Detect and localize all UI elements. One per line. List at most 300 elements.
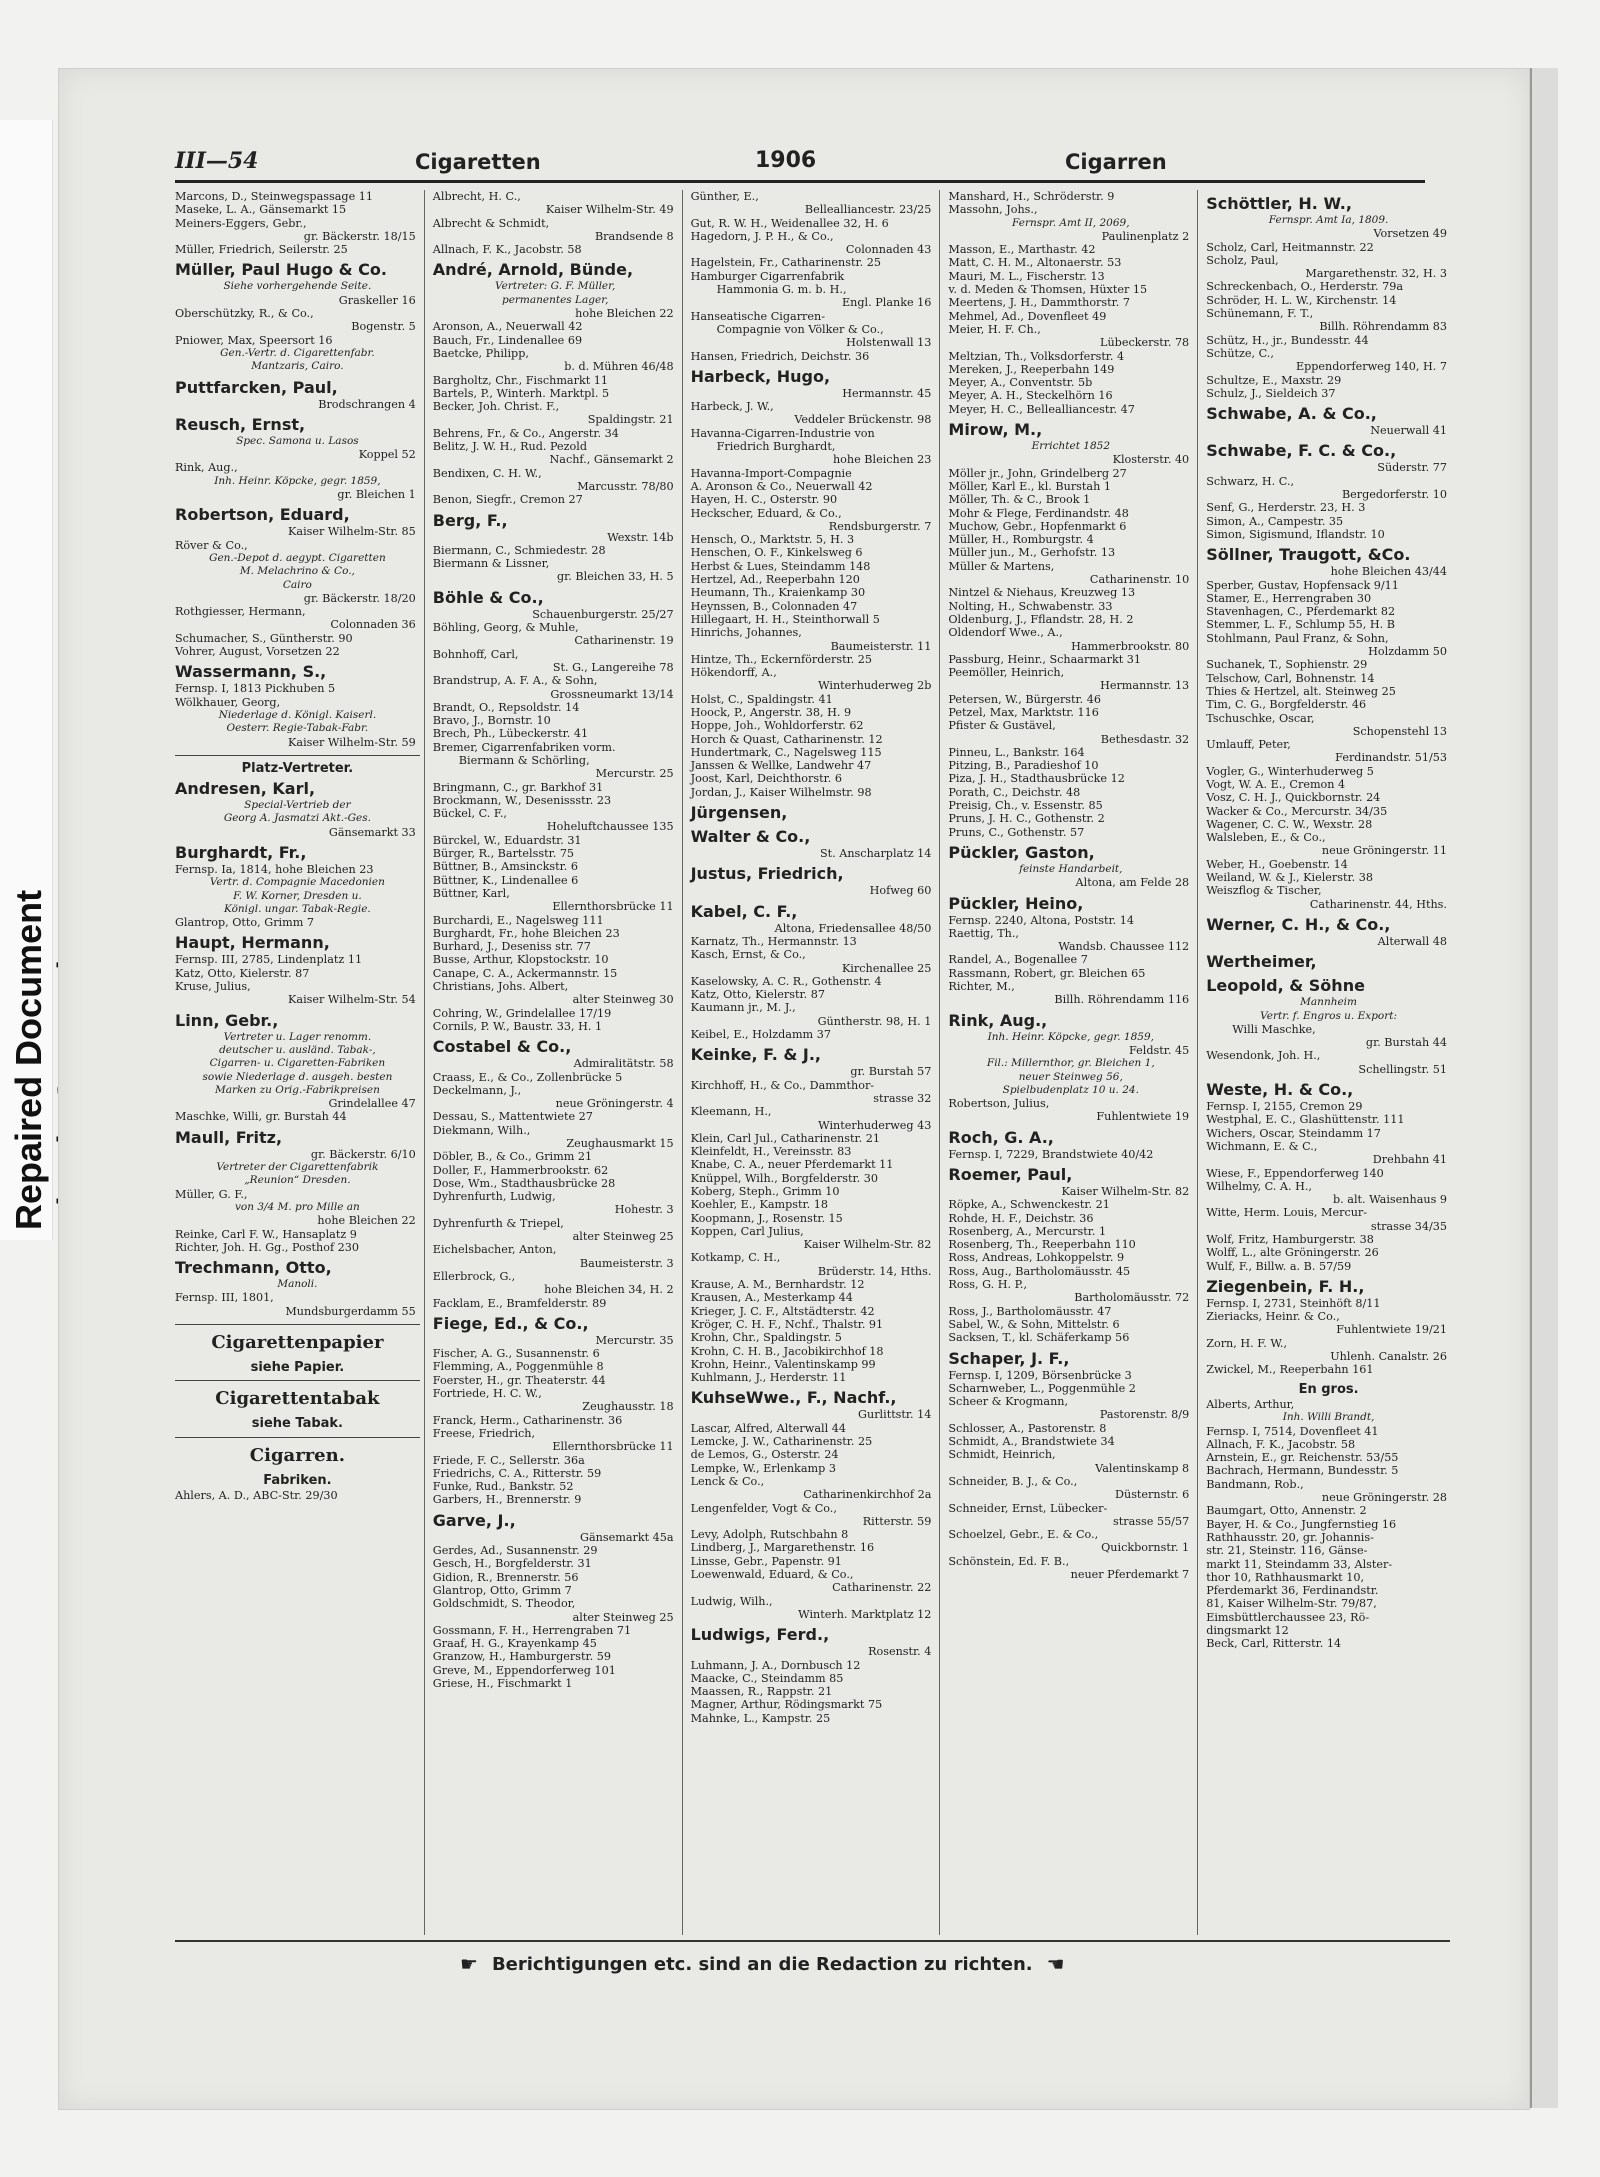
directory-entry: hohe Bleichen 43/44 bbox=[1330, 565, 1447, 579]
directory-entry: Schwarz, H. C., bbox=[1206, 474, 1295, 488]
directory-heading: Werner, C. H., & Co., bbox=[1206, 914, 1391, 934]
column-3 bbox=[691, 190, 941, 1935]
directory-entry: Colonnaden 43 bbox=[845, 243, 932, 257]
directory-heading: Fiege, Ed., & Co., bbox=[432, 1313, 589, 1333]
directory-entry: neue Gröningerstr. 4 bbox=[555, 1097, 674, 1111]
directory-entry: Meiners-Eggers, Gebr., bbox=[175, 216, 307, 230]
directory-entry: Schütze, C., bbox=[1206, 346, 1274, 360]
directory-entry: hohe Bleichen 23 bbox=[832, 453, 932, 467]
directory-heading: Wertheimer, bbox=[1206, 952, 1317, 972]
directory-entry: Platz-Vertreter. bbox=[241, 760, 354, 776]
directory-entry: str. 21, Steinstr. 116, Gänse- bbox=[1206, 1544, 1368, 1558]
directory-entry: Billh. Röhrendamm 83 bbox=[1319, 320, 1447, 334]
directory-entry: Bravo, J., Bornstr. 10 bbox=[432, 714, 551, 728]
spine-line-1: Repaired Document bbox=[8, 889, 49, 1230]
directory-entry: Knüppel, Wilh., Borgfelderstr. 30 bbox=[690, 1171, 878, 1185]
directory-entry: Umlauff, Peter, bbox=[1206, 738, 1291, 752]
directory-entry: Gesch, H., Borgfelderstr. 31 bbox=[432, 1557, 592, 1571]
directory-entry: Kaiser Wilhelm-Str. 54 bbox=[288, 993, 416, 1007]
spine-label bbox=[0, 120, 53, 1240]
directory-entry: Dyhrenfurth, Ludwig, bbox=[432, 1190, 556, 1204]
directory-entry: Büttner, B., Amsinckstr. 6 bbox=[432, 860, 579, 874]
directory-entry: Lenck & Co., bbox=[690, 1474, 765, 1488]
directory-entry: Greve, M., Eppendorferweg 101 bbox=[432, 1663, 616, 1677]
directory-entry: siehe Papier. bbox=[250, 1360, 345, 1375]
directory-entry: Pitzing, B., Paradieshof 10 bbox=[948, 759, 1099, 773]
directory-entry: Hillegaart, H. H., Steinthorwall 5 bbox=[690, 612, 880, 626]
directory-entry: gr. Bäckerstr. 18/15 bbox=[303, 229, 416, 243]
directory-entry: Special-Vertrieb der bbox=[244, 799, 351, 812]
directory-entry: Mundsburgerdamm 55 bbox=[285, 1304, 416, 1318]
directory-entry: Lascar, Alfred, Alterwall 44 bbox=[690, 1421, 846, 1435]
directory-entry: Bürger, R., Bartelsstr. 75 bbox=[432, 847, 575, 861]
directory-entry: Rathhausstr. 20, gr. Johannis- bbox=[1206, 1530, 1374, 1544]
directory-entry: Müller & Martens, bbox=[948, 559, 1055, 573]
directory-entry: Pruns, C., Gothenstr. 57 bbox=[948, 825, 1085, 839]
directory-entry: Vorsetzen 49 bbox=[1373, 227, 1447, 241]
directory-entry: Cornils, P. W., Baustr. 33, H. 1 bbox=[432, 1019, 603, 1033]
directory-entry: Vertreter der Cigarettenfabrik bbox=[216, 1161, 379, 1174]
directory-entry: Hoppe, Joh., Wohldorferstr. 62 bbox=[690, 719, 864, 733]
directory-entry: Baumeisterstr. 3 bbox=[579, 1256, 674, 1270]
footer bbox=[460, 1950, 1200, 1978]
directory-entry: Witte, Herm. Louis, Mercur- bbox=[1206, 1206, 1368, 1220]
page-number: III—54 bbox=[175, 148, 259, 174]
directory-entry: Oldenburg, J., Fflandstr. 28, H. 2 bbox=[948, 612, 1134, 626]
directory-entry: Fuhlentwiete 19/21 bbox=[1336, 1323, 1447, 1337]
directory-entry: Schulz, J., Sieldeich 37 bbox=[1206, 386, 1336, 400]
directory-entry: Bohnhoff, Carl, bbox=[432, 647, 519, 661]
directory-entry: Ross, Andreas, Lohkoppelstr. 9 bbox=[948, 1251, 1125, 1265]
directory-entry: Fernsp. I, 2731, Steinhöft 8/11 bbox=[1206, 1296, 1381, 1310]
directory-entry: Altona, Friedensallee 48/50 bbox=[774, 921, 932, 935]
directory-entry: Muchow, Gebr., Hopfenmarkt 6 bbox=[948, 519, 1127, 533]
header-right: Cigarren bbox=[1065, 150, 1167, 174]
directory-entry: Georg A. Jasmatzi Akt.-Ges. bbox=[223, 812, 371, 825]
directory-entry: Zeughausmarkt 15 bbox=[566, 1137, 674, 1150]
directory-entry: Loewenwald, Eduard, & Co., bbox=[690, 1568, 854, 1582]
directory-heading: Ziegenbein, F. H., bbox=[1206, 1276, 1365, 1296]
directory-heading: Roemer, Paul, bbox=[948, 1165, 1073, 1184]
directory-heading: Justus, Friedrich, bbox=[690, 864, 844, 884]
directory-entry: Meier, H. F. Ch., bbox=[948, 322, 1041, 336]
directory-entry: Reinke, Carl F. W., Hansaplatz 9 bbox=[175, 1227, 357, 1241]
directory-entry: Marken zu Orig.-Fabrikpreisen bbox=[214, 1083, 380, 1096]
directory-entry: Mercurstr. 35 bbox=[595, 1333, 674, 1347]
directory-heading: Harbeck, Hugo, bbox=[690, 366, 831, 386]
directory-entry: Hammonia G. m. b. H., bbox=[716, 283, 847, 297]
directory-entry: Randel, A., Bogenallee 7 bbox=[948, 953, 1088, 967]
directory-entry: Wolff, L., alte Gröningerstr. 26 bbox=[1206, 1246, 1379, 1260]
directory-entry: Behrens, Fr., & Co., Angerstr. 34 bbox=[432, 426, 619, 440]
directory-entry: gr. Bäckerstr. 6/10 bbox=[310, 1147, 416, 1161]
directory-entry: Kuhlmann, J., Herderstr. 11 bbox=[690, 1371, 847, 1385]
directory-entry: Büttner, K., Lindenallee 6 bbox=[432, 873, 579, 887]
directory-entry: Spielbudenplatz 10 u. 24. bbox=[1002, 1083, 1139, 1096]
directory-entry: Scharnweber, L., Poggenmühle 2 bbox=[948, 1381, 1136, 1395]
directory-entry: Weber, H., Goebenstr. 14 bbox=[1206, 857, 1348, 871]
directory-entry: Burhard, J., Deseniss str. 77 bbox=[432, 940, 591, 954]
directory-entry: Oberschützky, R., & Co., bbox=[175, 307, 314, 321]
directory-entry: Biermann, C., Schmiedestr. 28 bbox=[432, 543, 606, 557]
directory-entry: Krausen, A., Mesterkamp 44 bbox=[690, 1291, 853, 1305]
directory-entry: Schultze, E., Maxstr. 29 bbox=[1206, 373, 1342, 387]
directory-entry: Petersen, W., Bürgerstr. 46 bbox=[948, 692, 1101, 706]
directory-entry: Bergedorferstr. 10 bbox=[1341, 488, 1447, 502]
directory-heading: Haupt, Hermann, bbox=[175, 933, 330, 953]
directory-entry: Biermann & Schörling, bbox=[458, 753, 590, 767]
directory-entry: Zwickel, M., Reeperbahn 161 bbox=[1206, 1363, 1374, 1377]
directory-entry: Craass, E., & Co., Zollenbrücke 5 bbox=[432, 1070, 623, 1084]
directory-entry: Raettig, Th., bbox=[948, 926, 1019, 940]
directory-entry: Döbler, B., & Co., Grimm 21 bbox=[432, 1150, 593, 1164]
directory-entry: Wölkhauer, Georg, bbox=[175, 695, 281, 709]
directory-entry: Heumann, Th., Kraienkamp 30 bbox=[690, 586, 866, 600]
directory-entry: Ellernthorsbrücke 11 bbox=[552, 900, 674, 914]
directory-entry: Cigarren- u. Cigaretten-Fabriken bbox=[209, 1057, 386, 1070]
directory-entry: Holstenwall 13 bbox=[846, 336, 932, 350]
directory-entry: En gros. bbox=[1298, 1381, 1359, 1397]
directory-heading: Pückler, Heino, bbox=[948, 893, 1084, 913]
directory-entry: Kleinfeldt, H., Vereinsstr. 83 bbox=[690, 1145, 852, 1159]
directory-entry: Thies & Hertzel, alt. Steinweg 25 bbox=[1206, 684, 1396, 698]
directory-entry: Fernspr. Amt Ia, 1809. bbox=[1268, 214, 1389, 226]
directory-entry: Herbst & Lues, Steindamm 148 bbox=[690, 559, 871, 573]
directory-entry: Heynssen, B., Colonnaden 47 bbox=[690, 599, 858, 613]
directory-heading: Reusch, Ernst, bbox=[175, 414, 306, 434]
directory-entry: Benon, Siegfr., Cremon 27 bbox=[432, 493, 583, 507]
directory-entry: Arnstein, E., gr. Reichenstr. 53/55 bbox=[1206, 1451, 1399, 1465]
directory-entry: Flemming, A., Poggenmühle 8 bbox=[432, 1360, 604, 1374]
directory-entry: Hamburger Cigarrenfabrik bbox=[690, 269, 845, 283]
directory-entry: Bellealliancestr. 23/25 bbox=[804, 203, 932, 217]
directory-entry: Sperber, Gustav, Hopfensack 9/11 bbox=[1206, 578, 1399, 592]
directory-entry: Gossmann, F. H., Herrengraben 71 bbox=[432, 1623, 632, 1637]
directory-entry: Kruse, Julius, bbox=[175, 980, 251, 994]
directory-entry: Harbeck, J. W., bbox=[690, 400, 774, 414]
directory-entry: Brandstrup, A. F. A., & Sohn, bbox=[432, 674, 598, 688]
directory-entry: Richter, Joh. H. Gg., Posthof 230 bbox=[175, 1240, 360, 1254]
directory-entry: strasse 55/57 bbox=[1113, 1514, 1190, 1528]
directory-entry: Ludwig, Wilh., bbox=[690, 1594, 773, 1608]
directory-entry: Hermannstr. 45 bbox=[842, 386, 932, 400]
directory-entry: Knabe, C. A., neuer Pferdemarkt 11 bbox=[690, 1158, 894, 1172]
directory-entry: Wichmann, E. & C., bbox=[1206, 1139, 1318, 1153]
directory-entry: Vertr. d. Compagnie Macedonien bbox=[209, 876, 385, 889]
directory-entry: Meyer, A., Conventstr. 5b bbox=[948, 376, 1093, 390]
directory-entry: Linsse, Gebr., Papenstr. 91 bbox=[690, 1554, 842, 1568]
directory-entry: Schünemann, F. T., bbox=[1206, 307, 1314, 321]
section-divider bbox=[175, 1324, 420, 1325]
directory-entry: Havanna-Import-Compagnie bbox=[690, 466, 852, 480]
directory-entry: Rink, Aug., bbox=[175, 461, 238, 475]
directory-entry: Fernsp. I, 2155, Cremon 29 bbox=[1206, 1100, 1363, 1114]
directory-entry: Friede, F. C., Sellerstr. 36a bbox=[432, 1453, 585, 1467]
directory-entry: Maassen, R., Rappstr. 21 bbox=[690, 1685, 833, 1699]
directory-entry: Kaiser Wilhelm-Str. 85 bbox=[288, 525, 416, 539]
directory-entry: Preisig, Ch., v. Essenstr. 85 bbox=[948, 799, 1103, 813]
directory-entry: Graaf, H. G., Krayenkamp 45 bbox=[432, 1637, 597, 1651]
directory-entry: Günther, E., bbox=[690, 190, 759, 203]
directory-entry: Nolting, H., Schwabenstr. 33 bbox=[948, 599, 1113, 613]
directory-heading: Ludwigs, Ferd., bbox=[690, 1625, 830, 1645]
directory-entry: Suchanek, T., Sophienstr. 29 bbox=[1206, 658, 1368, 672]
directory-entry: Alberts, Arthur, bbox=[1206, 1397, 1295, 1411]
directory-entry: Tim, C. G., Borgfelderstr. 46 bbox=[1206, 698, 1367, 712]
directory-entry: Vertreter: G. F. Müller, bbox=[495, 280, 616, 293]
directory-entry: Becker, Joh. Christ. F., bbox=[432, 400, 560, 414]
directory-entry: Fernsp. I, 7514, Dovenfleet 41 bbox=[1206, 1424, 1379, 1438]
directory-entry: Rosenberg, A., Mercurstr. 1 bbox=[948, 1224, 1107, 1238]
directory-entry: Richter, M., bbox=[948, 980, 1015, 994]
directory-entry: strasse 34/35 bbox=[1370, 1219, 1447, 1233]
directory-entry: Hayen, H. C., Osterstr. 90 bbox=[690, 493, 838, 507]
directory-entry: Griese, H., Fischmarkt 1 bbox=[432, 1676, 573, 1690]
directory-entry: alter Steinweg 30 bbox=[572, 993, 674, 1007]
directory-entry: Meltzian, Th., Volksdorferstr. 4 bbox=[948, 349, 1125, 363]
directory-entry: Koehler, E., Kampstr. 18 bbox=[690, 1198, 828, 1212]
directory-heading: Rink, Aug., bbox=[948, 1010, 1048, 1030]
directory-entry: Spaldingstr. 21 bbox=[587, 413, 674, 427]
directory-entry: Krohn, Chr., Spaldingstr. 5 bbox=[690, 1331, 842, 1345]
directory-entry: Bückel, C. F., bbox=[432, 807, 507, 821]
directory-entry: Schneider, B. J., & Co., bbox=[948, 1474, 1078, 1488]
section-divider bbox=[175, 755, 420, 756]
directory-entry: Rothgiesser, Hermann, bbox=[175, 605, 306, 619]
directory-heading: Berg, F., bbox=[432, 510, 508, 530]
directory-entry: Engl. Planke 16 bbox=[841, 296, 932, 310]
directory-entry: Inh. Heinr. Köpcke, gegr. 1859, bbox=[214, 474, 381, 487]
directory-entry: Vertreter u. Lager renomm. bbox=[223, 1030, 372, 1043]
directory-entry: Ellerbrock, G., bbox=[432, 1269, 516, 1283]
directory-entry: Königl. ungar. Tabak-Regie. bbox=[224, 902, 371, 915]
directory-entry: Simon, Sigismund, Iflandstr. 10 bbox=[1206, 527, 1385, 541]
directory-entry: Rendsburgerstr. 7 bbox=[828, 519, 932, 533]
directory-entry: Massohn, Johs., bbox=[948, 203, 1038, 217]
directory-entry: Brech, Ph., Lübeckerstr. 41 bbox=[432, 727, 589, 741]
directory-heading: Garve, J., bbox=[432, 1510, 516, 1530]
directory-entry: Kirchenallee 25 bbox=[841, 961, 932, 975]
directory-entry: Möller, Th. & C., Brook 1 bbox=[948, 493, 1091, 507]
directory-entry: Hökendorff, A., bbox=[690, 666, 777, 680]
directory-entry: Compagnie von Völker & Co., bbox=[716, 322, 884, 336]
directory-entry: Krohn, C. H. B., Jacobikirchhof 18 bbox=[690, 1344, 884, 1358]
directory-entry: Scholz, Carl, Heitmannstr. 22 bbox=[1206, 240, 1374, 254]
directory-heading: Maull, Fritz, bbox=[175, 1127, 283, 1147]
directory-entry: Fuhlentwiete 19 bbox=[1096, 1110, 1190, 1124]
directory-entry: Catharinenkirchhof 2a bbox=[803, 1488, 932, 1502]
directory-entry: Glantrop, Otto, Grimm 7 bbox=[432, 1583, 572, 1597]
section-divider bbox=[175, 1437, 420, 1438]
directory-entry: gr. Bleichen 1 bbox=[337, 488, 416, 502]
directory-entry: Bauch, Fr., Lindenallee 69 bbox=[432, 333, 583, 347]
directory-entry: Peemöller, Heinrich, bbox=[948, 666, 1065, 680]
directory-entry: Stamer, E., Herrengraben 30 bbox=[1206, 591, 1372, 605]
directory-entry: Havanna-Cigarren-Industrie von bbox=[690, 426, 875, 440]
directory-entry: Senf, G., Herderstr. 23, H. 3 bbox=[1206, 501, 1366, 515]
directory-entry: Bartholomäusstr. 72 bbox=[1074, 1291, 1190, 1305]
directory-entry: Klein, Carl Jul., Catharinenstr. 21 bbox=[690, 1131, 880, 1145]
directory-entry: Schütz, H., jr., Bundesstr. 44 bbox=[1206, 333, 1369, 347]
directory-entry: Schumacher, S., Güntherstr. 90 bbox=[175, 631, 353, 645]
directory-entry: Schopenstehl 13 bbox=[1352, 724, 1447, 738]
directory-entry: Kirchhoff, H., & Co., Dammthor- bbox=[690, 1078, 875, 1092]
directory-entry: Ritterstr. 59 bbox=[862, 1514, 932, 1528]
directory-entry: Paulinenplatz 2 bbox=[1101, 229, 1190, 243]
directory-entry: Zeughausstr. 18 bbox=[582, 1400, 674, 1414]
directory-entry: Petzel, Max, Marktstr. 116 bbox=[948, 705, 1099, 719]
directory-entry: neue Gröningerstr. 28 bbox=[1321, 1491, 1447, 1505]
header-year: 1906 bbox=[755, 148, 817, 173]
directory-entry: Ellernthorsbrücke 11 bbox=[552, 1440, 674, 1454]
directory-entry: Kaiser Wilhelm-Str. 82 bbox=[803, 1238, 932, 1252]
directory-entry: Burghardt, Fr., hohe Bleichen 23 bbox=[432, 926, 620, 940]
directory-entry: Brodschrangen 4 bbox=[318, 397, 416, 411]
directory-entry: gr. Bleichen 33, H. 5 bbox=[557, 570, 674, 584]
directory-entry: Cohring, W., Grindelallee 17/19 bbox=[432, 1006, 612, 1020]
directory-entry: Scheer & Krogmann, bbox=[948, 1395, 1069, 1409]
directory-entry: Spec. Samona u. Lasos bbox=[236, 434, 359, 447]
directory-entry: Lindberg, J., Margarethenstr. 16 bbox=[690, 1541, 875, 1555]
directory-entry: Schröder, H. L. W., Kirchenstr. 14 bbox=[1206, 293, 1397, 307]
directory-entry: A. Aronson & Co., Neuerwall 42 bbox=[690, 479, 873, 493]
directory-entry: Westphal, E. C., Glashüttenstr. 111 bbox=[1206, 1113, 1405, 1127]
directory-entry: Fernsp. I, 7229, Brandstwiete 40/42 bbox=[948, 1147, 1154, 1161]
directory-heading: Müller, Paul Hugo & Co. bbox=[175, 260, 387, 280]
directory-entry: de Lemos, G., Osterstr. 24 bbox=[690, 1448, 839, 1462]
directory-entry: Wolf, Fritz, Hamburgerstr. 38 bbox=[1206, 1233, 1374, 1246]
directory-entry: deutscher u. ausländ. Tabak-, bbox=[219, 1043, 376, 1056]
directory-entry: Winterhuderweg 43 bbox=[818, 1118, 932, 1132]
directory-entry: Stohlmann, Paul Franz, & Sohn, bbox=[1206, 631, 1389, 645]
directory-entry: Zorn, H. F. W., bbox=[1206, 1336, 1288, 1350]
directory-entry: Passburg, Heinr., Schaarmarkt 31 bbox=[948, 652, 1142, 666]
directory-entry: Mereken, J., Reeperbahn 149 bbox=[948, 362, 1115, 376]
directory-entry: Katz, Otto, Kielerstr. 87 bbox=[690, 988, 825, 1002]
header-rule bbox=[175, 180, 1425, 183]
directory-entry: Bartels, P., Winterh. Marktpl. 5 bbox=[432, 386, 610, 400]
directory-entry: Stavenhagen, C., Pferdemarkt 82 bbox=[1206, 605, 1396, 619]
directory-heading: Keinke, F. & J., bbox=[690, 1045, 822, 1065]
directory-entry: Foerster, H., gr. Theaterstr. 44 bbox=[432, 1373, 606, 1387]
directory-entry: Goldschmidt, S. Theodor, bbox=[432, 1597, 576, 1611]
directory-entry: Allnach, F. K., Jacobstr. 58 bbox=[432, 243, 582, 257]
column-2 bbox=[433, 190, 683, 1935]
directory-entry: Wacker & Co., Mercurstr. 34/35 bbox=[1206, 804, 1388, 818]
directory-entry: gr. Bäckerstr. 18/20 bbox=[303, 591, 416, 605]
directory-entry: Colonnaden 36 bbox=[330, 618, 416, 632]
directory-entry: Diekmann, Wilh., bbox=[432, 1123, 531, 1137]
directory-entry: Porath, C., Deichstr. 48 bbox=[948, 785, 1081, 799]
directory-entry: Karnatz, Th., Hermannstr. 13 bbox=[690, 934, 857, 948]
directory-entry: Neuerwall 41 bbox=[1370, 424, 1447, 438]
directory-entry: Cigarren. bbox=[249, 1444, 345, 1466]
directory-entry: Gänsemarkt 33 bbox=[328, 825, 416, 839]
directory-heading: Leopold, & Söhne bbox=[1206, 976, 1365, 996]
directory-entry: Bachrach, Hermann, Bundesstr. 5 bbox=[1206, 1464, 1399, 1478]
directory-entry: Sabel, W., & Sohn, Mittelstr. 6 bbox=[948, 1317, 1120, 1331]
directory-entry: Wilhelmy, C. A. H., bbox=[1206, 1179, 1312, 1193]
directory-entry: Maschke, Willi, gr. Burstah 44 bbox=[175, 1110, 347, 1124]
directory-entry: Bendixen, C. H. W., bbox=[432, 466, 542, 480]
directory-entry: Altona, am Felde 28 bbox=[1075, 876, 1190, 890]
directory-entry: Joost, Karl, Deichthorstr. 6 bbox=[690, 772, 842, 786]
directory-entry: Wandsb. Chaussee 112 bbox=[1058, 940, 1190, 954]
directory-entry: Baumgart, Otto, Annenstr. 2 bbox=[1206, 1504, 1367, 1518]
directory-entry: Ross, Aug., Bartholomäusstr. 45 bbox=[948, 1264, 1131, 1278]
directory-heading: Wassermann, S., bbox=[175, 662, 327, 682]
directory-entry: Brüderstr. 14, Hths. bbox=[817, 1264, 932, 1278]
directory-entry: hohe Bleichen 22 bbox=[317, 1214, 416, 1228]
directory-entry: Uhlenh. Canalstr. 26 bbox=[1330, 1350, 1447, 1364]
directory-entry: Vogt, W. A. E., Cremon 4 bbox=[1206, 777, 1346, 791]
directory-entry: Bogenstr. 5 bbox=[351, 320, 416, 334]
directory-entry: sowie Niederlage d. ausgeh. besten bbox=[202, 1070, 393, 1083]
directory-entry: St. G., Langereihe 78 bbox=[552, 660, 674, 674]
directory-entry: Piza, J. H., Stadthausbrücke 12 bbox=[948, 772, 1125, 786]
directory-entry: Willi Maschke, bbox=[1232, 1022, 1316, 1036]
directory-entry: Kasch, Ernst, & Co., bbox=[690, 948, 806, 962]
directory-entry: Inh. Willi Brandt, bbox=[1282, 1411, 1375, 1424]
directory-entry: Mohr & Flege, Ferdinandstr. 48 bbox=[948, 506, 1129, 520]
directory-entry: Magner, Arthur, Rödingsmarkt 75 bbox=[690, 1698, 883, 1712]
directory-entry: Hertzel, Ad., Reeperbahn 120 bbox=[690, 573, 860, 587]
directory-entry: Veddeler Brückenstr. 98 bbox=[794, 413, 932, 427]
directory-entry: Fortriede, H. C. W., bbox=[432, 1387, 542, 1401]
directory-entry: Cairo bbox=[282, 578, 312, 591]
directory-entry: Lengenfelder, Vogt & Co., bbox=[690, 1501, 837, 1515]
directory-entry: hohe Bleichen 34, H. 2 bbox=[544, 1283, 674, 1297]
directory-entry: Fernsp. I, 1209, Börsenbrücke 3 bbox=[948, 1368, 1132, 1382]
directory-entry: Grindelallee 47 bbox=[328, 1097, 416, 1111]
directory-entry: Düsternstr. 6 bbox=[1115, 1488, 1190, 1502]
directory-heading: Puttfarcken, Paul, bbox=[175, 377, 338, 397]
directory-entry: Christians, Johs. Albert, bbox=[432, 980, 569, 994]
directory-entry: Margarethenstr. 32, H. 3 bbox=[1305, 267, 1447, 281]
directory-entry: Kaselowsky, A. C. R., Gothenstr. 4 bbox=[690, 974, 882, 988]
directory-entry: Schönstein, Ed. F. B., bbox=[948, 1554, 1070, 1568]
directory-entry: Schmidt, Heinrich, bbox=[948, 1448, 1056, 1462]
directory-entry: Telschow, Carl, Bohnenstr. 14 bbox=[1206, 671, 1375, 685]
directory-entry: Quickbornstr. 1 bbox=[1101, 1541, 1190, 1555]
page-header bbox=[175, 148, 1425, 178]
directory-entry: dingsmarkt 12 bbox=[1206, 1624, 1289, 1638]
directory-heading: Schaper, J. F., bbox=[948, 1348, 1070, 1368]
directory-entry: Hagelstein, Fr., Catharinenstr. 25 bbox=[690, 256, 881, 270]
directory-entry: Admiralitätstr. 58 bbox=[573, 1057, 674, 1071]
directory-entry: permanentes Lager, bbox=[501, 293, 609, 306]
page-edge bbox=[1530, 68, 1558, 2108]
directory-entry: Hoheluftchaussee 135 bbox=[546, 820, 674, 834]
directory-entry: Koberg, Steph., Grimm 10 bbox=[690, 1185, 840, 1198]
directory-entry: Maseke, L. A., Gänsemarkt 15 bbox=[175, 203, 347, 217]
directory-entry: Bandmann, Rob., bbox=[1206, 1477, 1304, 1491]
directory-entry: Albrecht, H. C., bbox=[432, 190, 521, 203]
directory-entry: Pniower, Max, Speersort 16 bbox=[175, 333, 333, 347]
directory-heading: KuhseWwe., F., Nachf., bbox=[690, 1388, 897, 1408]
directory-entry: Mannheim bbox=[1300, 996, 1357, 1009]
directory-entry: Vertr. f. Engros u. Export: bbox=[1260, 1009, 1398, 1022]
section-divider bbox=[175, 1380, 420, 1381]
directory-entry: Friedrichs, C. A., Ritterstr. 59 bbox=[432, 1466, 602, 1480]
directory-entry: Ferdinandstr. 51/53 bbox=[1335, 751, 1447, 765]
directory-heading: Söllner, Traugott, &Co. bbox=[1206, 545, 1411, 565]
directory-columns bbox=[175, 190, 1455, 1935]
directory-entry: Cigarettenpapier bbox=[211, 1332, 384, 1353]
directory-entry: Fernsp. I, 1813 Pickhuben 5 bbox=[175, 682, 336, 696]
directory-entry: Dose, Wm., Stadthausbrücke 28 bbox=[432, 1176, 616, 1190]
directory-entry: Albrecht & Schmidt, bbox=[432, 216, 550, 230]
